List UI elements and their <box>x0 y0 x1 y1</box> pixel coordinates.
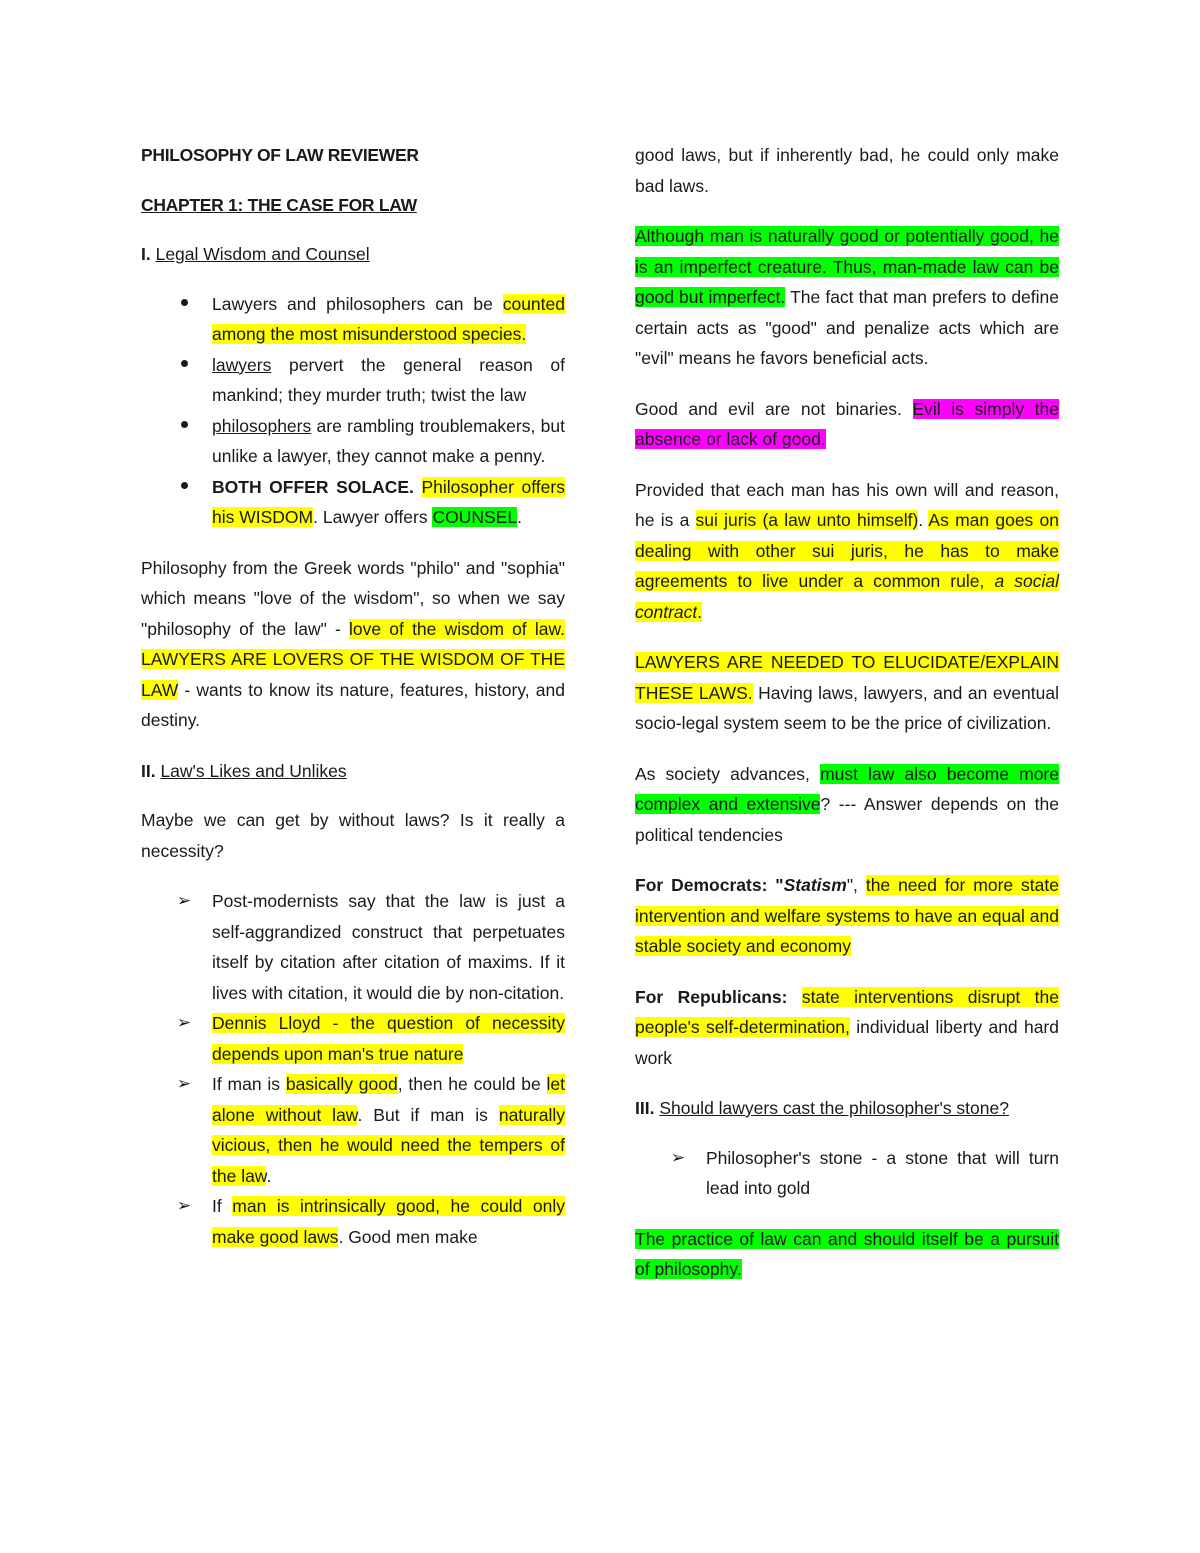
list-item: ➢ Philosopher's stone - a stone that will turn lead into gold <box>635 1143 1059 1204</box>
list-item: good laws, but if inherently bad, he could only make bad laws. <box>635 145 1059 196</box>
paragraph-sui-juris: Provided that each man has his own will and reason, he is a sui juris (a law unto himself). As man goes on dealing with other sui juris, he has to make agreements to live under a common rule, a social contract. <box>635 479 1059 622</box>
paragraph-philosophy: Philosophy from the Greek words "philo" and "sophia" which means "love of the wisdom", so when we say "philosophy of the law" - love of the wisdom of law. LAWYERS ARE LOVERS OF THE WISDOM OF THE LAW - wants to know its nature, features, history, and destiny. <box>141 557 566 730</box>
right-column <box>635 140 1059 1285</box>
arrow-list-continued <box>564 140 1059 201</box>
arrow-bullet-icon: ➢ <box>176 1074 192 1094</box>
chapter-heading: CHAPTER 1: THE CASE FOR LAW <box>141 194 417 215</box>
left-column <box>141 140 565 1252</box>
bullet-dot-icon <box>174 350 194 381</box>
section-heading-3: III. Should lawyers cast the philosopher's stone? <box>635 1098 1009 1118</box>
list-item: ➢ If man is basically good, then he could be let alone without law. But if man is naturally vicious, then he would need the tempers of the law. <box>141 1069 565 1191</box>
list-item: ➢ Dennis Lloyd - the question of necessity depends upon man's true nature <box>141 1008 565 1069</box>
list-item: Lawyers and philosophers can be counted among the most misunderstood species. <box>141 289 565 350</box>
document-title: PHILOSOPHY OF LAW REVIEWER <box>141 145 419 165</box>
paragraph-society: As society advances, must law also become more complex and extensive? --- Answer depends on the political tendencies <box>635 763 1059 845</box>
list-item: ➢ If man is intrinsically good, he could only make good laws. Good men make <box>141 1191 565 1252</box>
list-item: philosophers are rambling troublemakers, but unlike a lawyer, they cannot make a penny. <box>141 411 565 472</box>
list-item: ➢ Post-modernists say that the law is just a self-aggrandized construct that perpetuates itself by citation after citation of maxims. If it lives with citation, it would die by non-citation. <box>141 886 565 1008</box>
arrow-bullet-icon: ➢ <box>670 1147 686 1168</box>
paragraph-imperfect: Although man is naturally good or potentially good, he is an imperfect creature. Thus, man-made law can be good but imperfect. The fact that man prefers to define certain acts as "good" and penalize acts which are "evil" means he favors beneficial acts. <box>635 226 1060 368</box>
paragraph-democrats: For Democrats: "Statism", the need for more state intervention and welfare systems to have an equal and stable society and economy <box>635 875 1059 956</box>
paragraph-question: Maybe we can get by without laws? Is it really a necessity? <box>141 810 565 861</box>
paragraph-lawyers-needed: LAWYERS ARE NEEDED TO ELUCIDATE/EXPLAIN THESE LAWS. Having laws, lawyers, and an eventual socio-legal system seem to be the price of civilization. <box>635 652 1059 733</box>
arrow-bullet-icon: ➢ <box>176 1196 192 1216</box>
paragraph-good-evil: Good and evil are not binaries. Evil is simply the absence or lack of good. <box>635 398 1059 449</box>
list-item: lawyers pervert the general reason of mankind; they murder truth; twist the law <box>141 350 565 411</box>
bullet-list-1 <box>141 289 565 533</box>
arrow-list-2 <box>635 1143 1059 1204</box>
section-heading-1: I. Legal Wisdom and Counsel <box>141 244 370 264</box>
bullet-dot-icon <box>174 472 194 503</box>
paragraph-practice: The practice of law can and should itself be a pursuit of philosophy. <box>635 1228 1059 1279</box>
section-heading-2: II. Law's Likes and Unlikes <box>141 760 347 781</box>
bullet-dot-icon <box>174 289 194 320</box>
arrow-list-1 <box>141 886 565 1252</box>
arrow-bullet-icon: ➢ <box>176 891 192 911</box>
arrow-bullet-icon: ➢ <box>176 1013 192 1033</box>
paragraph-republicans: For Republicans: state interventions disrupt the people's self-determination, individual liberty and hard work <box>635 986 1059 1068</box>
list-item: BOTH OFFER SOLACE. Philosopher offers his WISDOM. Lawyer offers COUNSEL. <box>141 472 565 533</box>
bullet-dot-icon <box>174 411 194 442</box>
